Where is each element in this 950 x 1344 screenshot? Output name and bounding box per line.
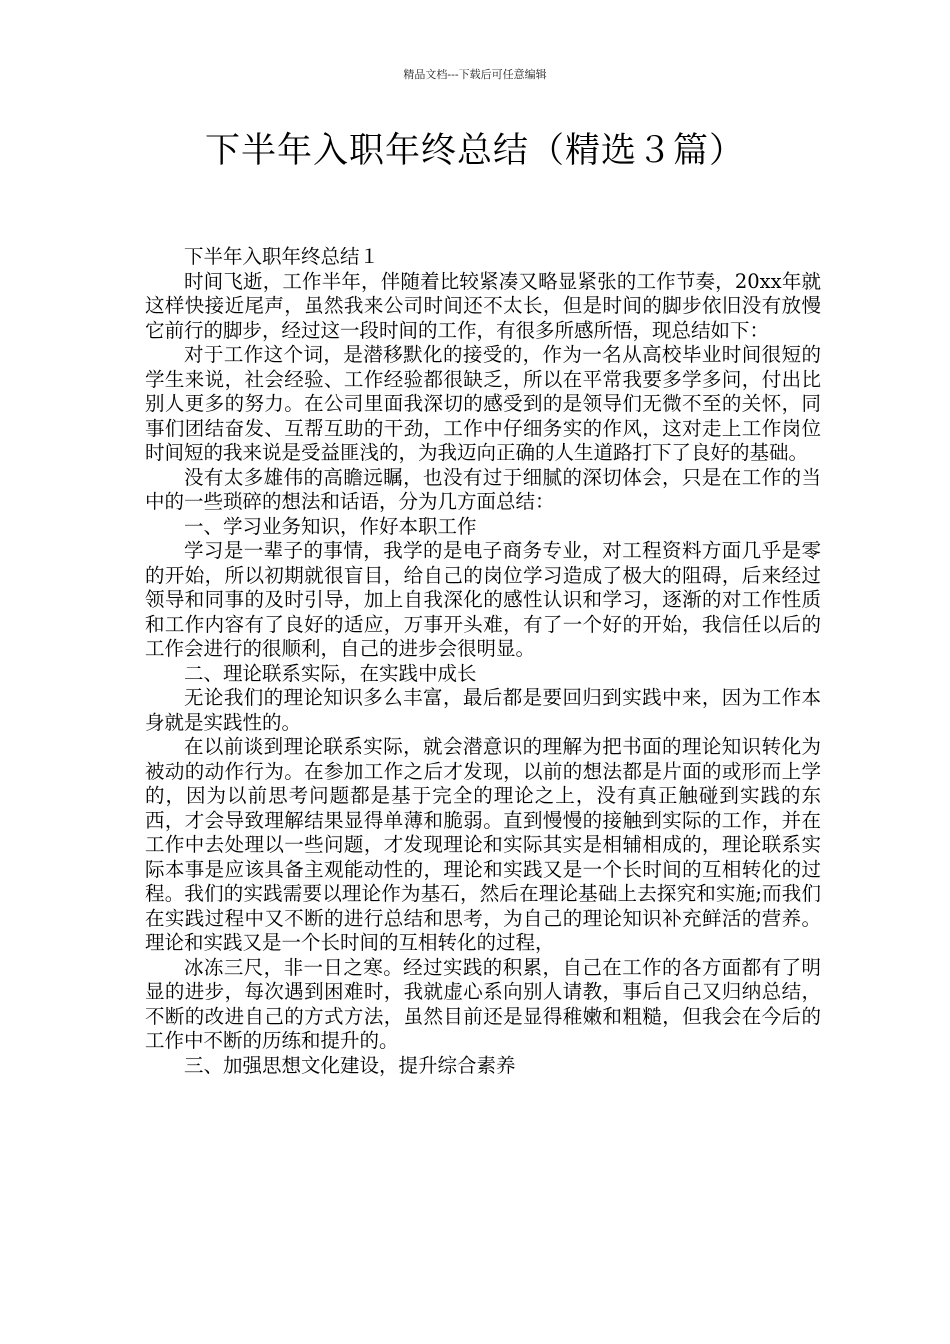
body-paragraph: 在以前谈到理论联系实际，就会潜意识的理解为把书面的理论知识转化为被动的动作行为。在参加工作之后才发现，以前的想法都是片面的或形而上学的，因为以前思考问题都是基于完全的理论之上，没有真正触碰到实践的东西，才会导致理解结果显得单薄和脆弱。直到慢慢的接触到实际的工作，并在工作中去处理以一些问题，才发现理论和实际其实是相辅相成的，理论联系实际本事是应该具备主观能动性的，理论和实践又是一个长时间的互相转化的过程。我们的实践需要以理论作为基石，然后在理论基础上去探究和实施;而我们在实践过程中又不断的进行总结和思考，为自己的理论知识补充鲜活的营养。理论和实践又是一个长时间的互相转化的过程，	[145, 735, 821, 954]
page-header-note: 精品文档---下载后可任意编辑	[403, 68, 547, 81]
section-heading: 一、学习业务知识，作好本职工作	[184, 514, 477, 538]
body-paragraph: 没有太多雄伟的高瞻远瞩，也没有过于细腻的深切体会，只是在工作的当中的一些琐碎的想法和话语，分为几方面总结：	[145, 465, 821, 513]
body-paragraph: 冰冻三尺，非一日之寒。经过实践的积累，自己在工作的各方面都有了明显的进步，每次遇到困难时，我就虚心系向别人请教，事后自己又归纳总结，不断的改进自己的方式方法，虽然目前还是显得稚嫩和粗糙，但我会在今后的工作中不断的历练和提升的。	[145, 955, 821, 1052]
document-body	[145, 245, 821, 1078]
body-paragraph: 学习是一辈子的事情，我学的是电子商务专业，对工程资料方面几乎是零的开始，所以初期就很盲目，给自己的岗位学习造成了极大的阻碍，后来经过领导和同事的及时引导，加上自我深化的感性认识和学习，逐渐的对工作性质和工作内容有了良好的适应，万事开头难，有了一个好的开始，我信任以后的工作会进行的很顺利，自己的进步会很明显。	[145, 539, 821, 660]
body-paragraph: 时间飞逝，工作半年，伴随着比较紧凑又略显紧张的工作节奏，20xx年就这样快接近尾声，虽然我来公司时间还不太长，但是时间的脚步依旧没有放慢它前行的脚步，经过这一段时间的工作，有很多所感所悟，现总结如下：	[145, 269, 821, 342]
body-paragraph: 对于工作这个词，是潜移默化的接受的，作为一名从高校毕业时间很短的学生来说，社会经验、工作经验都很缺乏，所以在平常我要多学多问，付出比别人更多的努力。在公司里面我深切的感受到的是领导们无微不至的关怀，同事们团结奋发、互帮互助的干劲，工作中仔细务实的作风，这对走上工作岗位时间短的我来说是受益匪浅的，为我迈向正确的人生道路打下了良好的基础。	[145, 343, 821, 464]
section-heading: 三、加强思想文化建设，提升综合素养	[184, 1053, 516, 1077]
body-paragraph: 无论我们的理论知识多么丰富，最后都是要回归到实践中来，因为工作本身就是实践性的。	[145, 686, 821, 734]
section-heading: 下半年入职年终总结１	[184, 245, 380, 268]
document-title: 下半年入职年终总结（精选３篇）	[204, 131, 745, 171]
section-heading: 二、理论联系实际，在实践中成长	[184, 661, 477, 685]
